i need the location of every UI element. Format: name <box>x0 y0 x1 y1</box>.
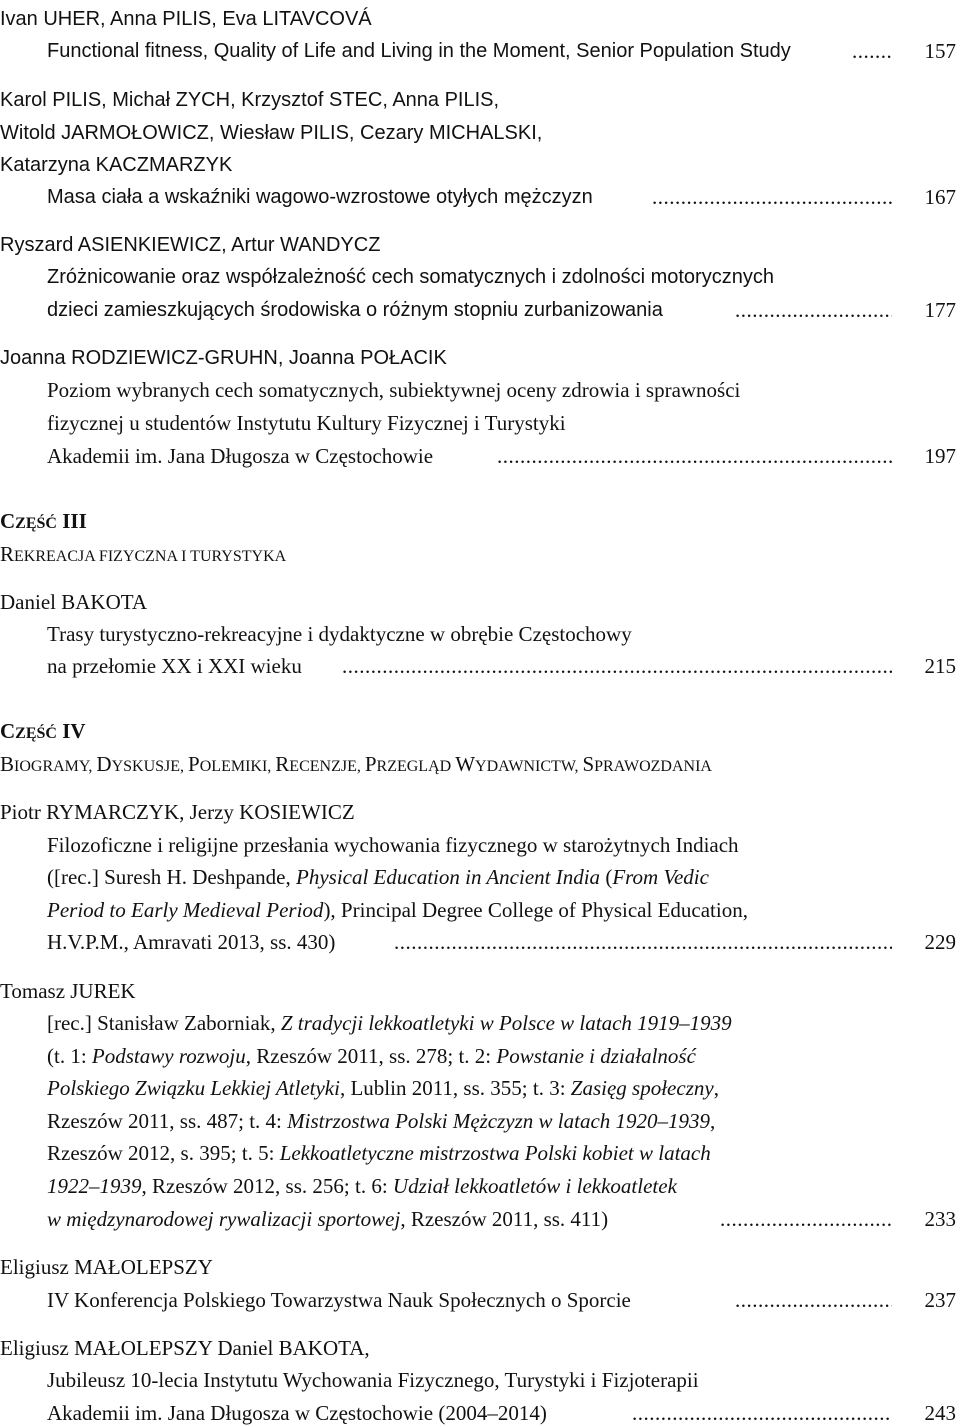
entry-title: Trasy turystyczno-rekreacyjne i dydaktyczne w obrębie Częstochowy <box>47 622 632 646</box>
entry-title: Poziom wybranych cech somatycznych, subiektywnej oceny zdrowia i sprawności <box>47 378 741 402</box>
page-number: 197 <box>924 444 956 468</box>
entry-authors: Eligiusz MAŁOLEPSZY <box>0 1255 213 1279</box>
part-heading: CZĘŚĆ IV <box>0 719 86 743</box>
dot-leader <box>720 1207 892 1231</box>
page-number: 215 <box>924 654 956 678</box>
entry-title: IV Konferencja Polskiego Towarzystwa Nauk Społecznych o Sporcie <box>47 1288 631 1312</box>
dot-leader <box>735 1288 892 1312</box>
entry-title: fizycznej u studentów Instytutu Kultury Fizycznej i Turystyki <box>47 411 566 435</box>
entry-authors: Piotr RYMARCZYK, Jerzy KOSIEWICZ <box>0 800 355 824</box>
entry-title: Zróżnicowanie oraz współzależność cech somatycznych i zdolności motorycznych <box>47 266 774 288</box>
entry-title: Rzeszów 2012, s. 395; t. 5: Lekkoatletyczne mistrzostwa Polski kobiet w latach <box>47 1141 711 1165</box>
entry-title: (t. 1: Podstawy rozwoju, Rzeszów 2011, ss. 278; t. 2: Powstanie i działalność <box>47 1044 696 1068</box>
dot-leader <box>497 444 892 468</box>
entry-title: Rzeszów 2011, ss. 487; t. 4: Mistrzostwa Polski Mężczyzn w latach 1920–1939, <box>47 1109 716 1133</box>
entry-authors: Karol PILIS, Michał ZYCH, Krzysztof STEC, Anna PILIS, <box>0 89 500 111</box>
dot-leader <box>652 185 892 209</box>
part-heading: CZĘŚĆ III <box>0 509 87 533</box>
page-number: 167 <box>924 185 956 209</box>
entry-authors: Eligiusz MAŁOLEPSZY Daniel BAKOTA, <box>0 1336 370 1360</box>
entry-title: H.V.P.M., Amravati 2013, ss. 430) <box>47 930 336 954</box>
entry-title: w międzynarodowej rywalizacji sportowej, Rzeszów 2011, ss. 411) <box>47 1207 609 1231</box>
entry-title: Period to Early Medieval Period), Principal Degree College of Physical Education, <box>47 898 748 922</box>
dot-leader <box>394 930 892 954</box>
dot-leader <box>632 1401 892 1425</box>
entry-title: 1922–1939, Rzeszów 2012, ss. 256; t. 6: Udział lekkoatletów i lekkoatletek <box>47 1174 677 1198</box>
page-number: 157 <box>924 39 956 63</box>
dot-leader <box>342 654 892 678</box>
entry-title: Polskiego Związku Lekkiej Atletyki, Lublin 2011, ss. 355; t. 3: Zasięg społeczny, <box>47 1076 719 1100</box>
entry-title: ([rec.] Suresh H. Deshpande, Physical Education in Ancient India (From Vedic <box>47 865 709 889</box>
entry-title: Akademii im. Jana Długosza w Częstochowie (2004–2014) <box>47 1401 547 1425</box>
entry-title: Filozoficzne i religijne przesłania wychowania fizycznego w starożytnych Indiach <box>47 833 739 857</box>
page-number: 233 <box>924 1207 956 1231</box>
entry-authors: Ivan UHER, Anna PILIS, Eva LITAVCOVÁ <box>0 8 372 30</box>
dot-leader <box>735 298 892 322</box>
entry-authors: Joanna RODZIEWICZ-GRUHN, Joanna POŁACIK <box>0 347 447 369</box>
part-subtitle: BIOGRAMY, DYSKUSJE, POLEMIKI, RECENZJE, PRZEGLĄD WYDAWNICTW, SPRAWOZDANIA <box>0 752 712 776</box>
entry-title: dzieci zamieszkujących środowiska o różnym stopniu zurbanizowania <box>47 299 663 321</box>
dot-leader <box>852 39 892 63</box>
entry-title: Jubileusz 10-lecia Instytutu Wychowania Fizycznego, Turystyki i Fizjoterapii <box>47 1368 699 1392</box>
entry-title: Akademii im. Jana Długosza w Częstochowie <box>47 444 434 468</box>
entry-title: [rec.] Stanisław Zaborniak, Z tradycji lekkoatletyki w Polsce w latach 1919–1939 <box>47 1011 732 1035</box>
page-number: 237 <box>924 1288 956 1312</box>
page-number: 177 <box>924 298 956 322</box>
page-number: 229 <box>924 930 956 954</box>
entry-title: Masa ciała a wskaźniki wagowo-wzrostowe otyłych mężczyzn <box>47 186 593 208</box>
entry-title: na przełomie XX i XXI wieku <box>47 654 302 678</box>
entry-authors: Ryszard ASIENKIEWICZ, Artur WANDYCZ <box>0 234 381 256</box>
entry-title: Functional fitness, Quality of Life and Living in the Moment, Senior Population Study <box>47 40 791 62</box>
entry-authors: Tomasz JUREK <box>0 979 136 1003</box>
entry-authors: Katarzyna KACZMARZYK <box>0 154 233 176</box>
entry-authors: Daniel BAKOTA <box>0 590 148 614</box>
entry-authors: Witold JARMOŁOWICZ, Wiesław PILIS, Cezary MICHALSKI, <box>0 122 543 144</box>
page-number: 243 <box>924 1401 956 1425</box>
part-subtitle: REKREACJA FIZYCZNA I TURYSTYKA <box>0 542 287 566</box>
